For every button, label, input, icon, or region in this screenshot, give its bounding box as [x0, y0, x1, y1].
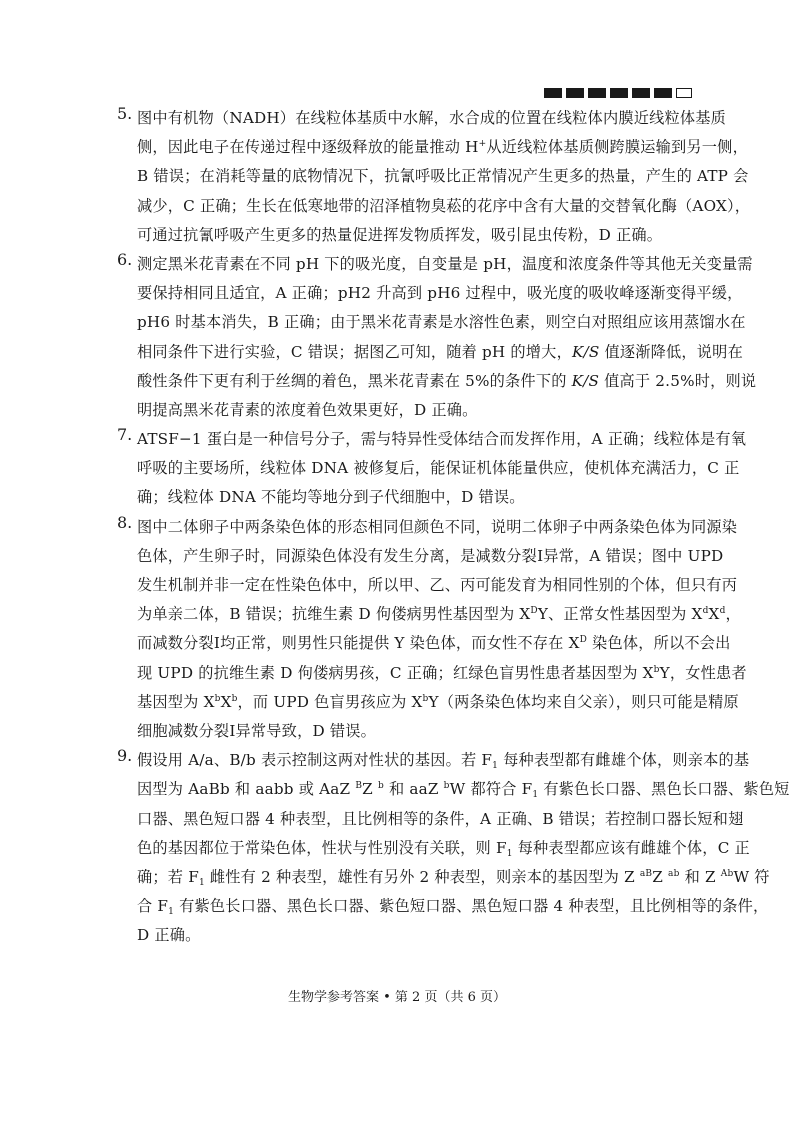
header-mark-square: [654, 88, 672, 98]
header-mark-square: [566, 88, 584, 98]
answer-number: 6.: [117, 249, 133, 269]
answer-line: ATSF−1 蛋白是一种信号分子，需与特异性受体结合而发挥作用，A 正确；线粒体是有氧: [137, 430, 747, 449]
answer-line: 因型为 AaBb 和 aabb 或 AaZ $^B$Z $^b$ 和 aaZ $^b$W 都符合 $F_1$ 有紫色长口器、黑色长口器、紫色短: [137, 780, 790, 801]
answer-line: pH6 时基本消失，B 正确；由于黑米花青素是水溶性色素，则空白对照组应该用蒸馏水在: [137, 313, 746, 332]
answer-item-9: [117, 746, 790, 950]
answer-item-7: [117, 425, 747, 513]
answer-line: 而减数分裂Ⅰ均正常，则男性只能提供 Y 染色体，而女性不存在 $X^D$ 染色体，所以不会出: [137, 634, 731, 653]
answer-line: 基因型为 $X^bX^b$，而 UPD 色盲男孩应为 $X^bY$（两条染色体均来自父亲），则只可能是精原: [137, 692, 739, 711]
answer-line: 图中二体卵子中两条染色体的形态相同但颜色不同，说明二体卵子中两条染色体为同源染: [137, 517, 738, 536]
header-mark-square: [544, 88, 562, 98]
answer-number: 8.: [117, 512, 133, 532]
answer-content: [117, 104, 790, 950]
header-marks: [544, 88, 692, 98]
answer-number: 7.: [117, 425, 133, 445]
answer-line: 侧，因此电子在传递过程中逐级释放的能量推动 H+从近线粒体基质侧跨膜运输到另一侧，: [137, 138, 748, 157]
answer-line: 发生机制并非一定在性染色体中，所以甲、乙、丙可能发育为相同性别的个体，但只有丙: [137, 576, 738, 594]
answer-line: 假设用 A/a、B/b 表示控制这两对性状的基因。若 $F_1$ 每种表型都有雌雄个体，则亲本的基: [137, 751, 750, 772]
answer-item-5: [117, 104, 751, 250]
answer-line: 色的基因都位于常染色体，性状与性别没有关联，则 $F_1$ 每种表型都应该有雌雄个体，C 正: [137, 838, 750, 859]
answer-line: 现 UPD 的抗维生素 D 佝偻病男孩，C 正确；红绿色盲男性患者基因型为 $X^bY$，女性患者: [137, 663, 747, 682]
header-mark-square: [632, 88, 650, 98]
answer-line: 测定黑米花青素在不同 pH 下的吸光度，自变量是 pH，温度和浓度条件等其他无关变量需: [137, 254, 753, 273]
answer-line: 相同条件下进行实验，C 错误；据图乙可知，随着 pH 的增大，K/S 值逐渐降低，说明在: [137, 342, 743, 361]
answer-line: 合 $F_1$ 有紫色长口器、黑色长口器、紫色短口器、黑色短口器 4 种表型，且比例相等的条件，: [137, 897, 769, 918]
answer-line: 为单亲二体，B 错误；抗维生素 D 佝偻病男性基因型为 $X^DY$、正常女性基因型为 $X^dX^d$，: [137, 605, 741, 624]
answer-line: 可通过抗氰呼吸产生更多的热量促进挥发物质挥发，吸引昆虫传粉，D 正确。: [137, 225, 663, 244]
answer-line: 细胞减数分裂Ⅰ异常导致，D 错误。: [137, 721, 377, 740]
answer-item-8: [117, 512, 747, 747]
answer-line: 要保持相同且适宜，A 正确；pH2 升高到 pH6 过程中，吸光度的吸收峰逐渐变得平缓，: [137, 284, 743, 303]
answer-line: D 正确。: [137, 926, 201, 945]
header-mark-hollow-square: [676, 88, 692, 98]
answer-line: 口器、黑色短口器 4 种表型，且比例相等的条件，A 正确、B 错误；若控制口器长短和翅: [137, 809, 744, 828]
answer-line: 确；若 $F_1$ 雌性有 2 种表型，雄性有另外 2 种表型，则亲本的基因型为 Z $^{aB}$Z $^{ab}$ 和 Z $^{Ab}$W 符: [137, 867, 770, 888]
answer-line: B 错误；在消耗等量的底物情况下，抗氰呼吸比正常情况产生更多的热量，产生的 ATP 会: [137, 167, 749, 186]
page-footer: 生物学参考答案 • 第 2 页（共 6 页）: [287, 990, 506, 1005]
answer-line: 呼吸的主要场所，线粒体 DNA 被修复后，能保证机体能量供应，使机体充满活力，C 正: [137, 459, 740, 478]
answer-line: 确；线粒体 DNA 不能均等地分到子代细胞中，D 错误。: [137, 488, 525, 507]
answer-line: 减少，C 正确；生长在低寒地带的沼泽植物臭菘的花序中含有大量的交替氧化酶（AOX），: [137, 196, 751, 215]
answer-line: 酸性条件下更有利于丝绸的着色，黑米花青素在 5%的条件下的 K/S 值高于 2.5%时，则说: [137, 371, 757, 390]
answer-number: 9.: [117, 746, 133, 766]
header-mark-square: [610, 88, 628, 98]
answer-line: 色体，产生卵子时，同源染色体没有发生分离，是减数分裂Ⅰ异常，A 错误；图中 UPD: [137, 546, 724, 565]
answer-item-6: [117, 249, 757, 425]
answer-number: 5.: [117, 104, 133, 123]
header-mark-square: [588, 88, 606, 98]
answer-line: 明提高黑米花青素的浓度着色效果更好，D 正确。: [137, 400, 478, 419]
answer-line: 图中有机物（NADH）在线粒体基质中水解，水合成的位置在线粒体内膜近线粒体基质: [137, 109, 727, 127]
